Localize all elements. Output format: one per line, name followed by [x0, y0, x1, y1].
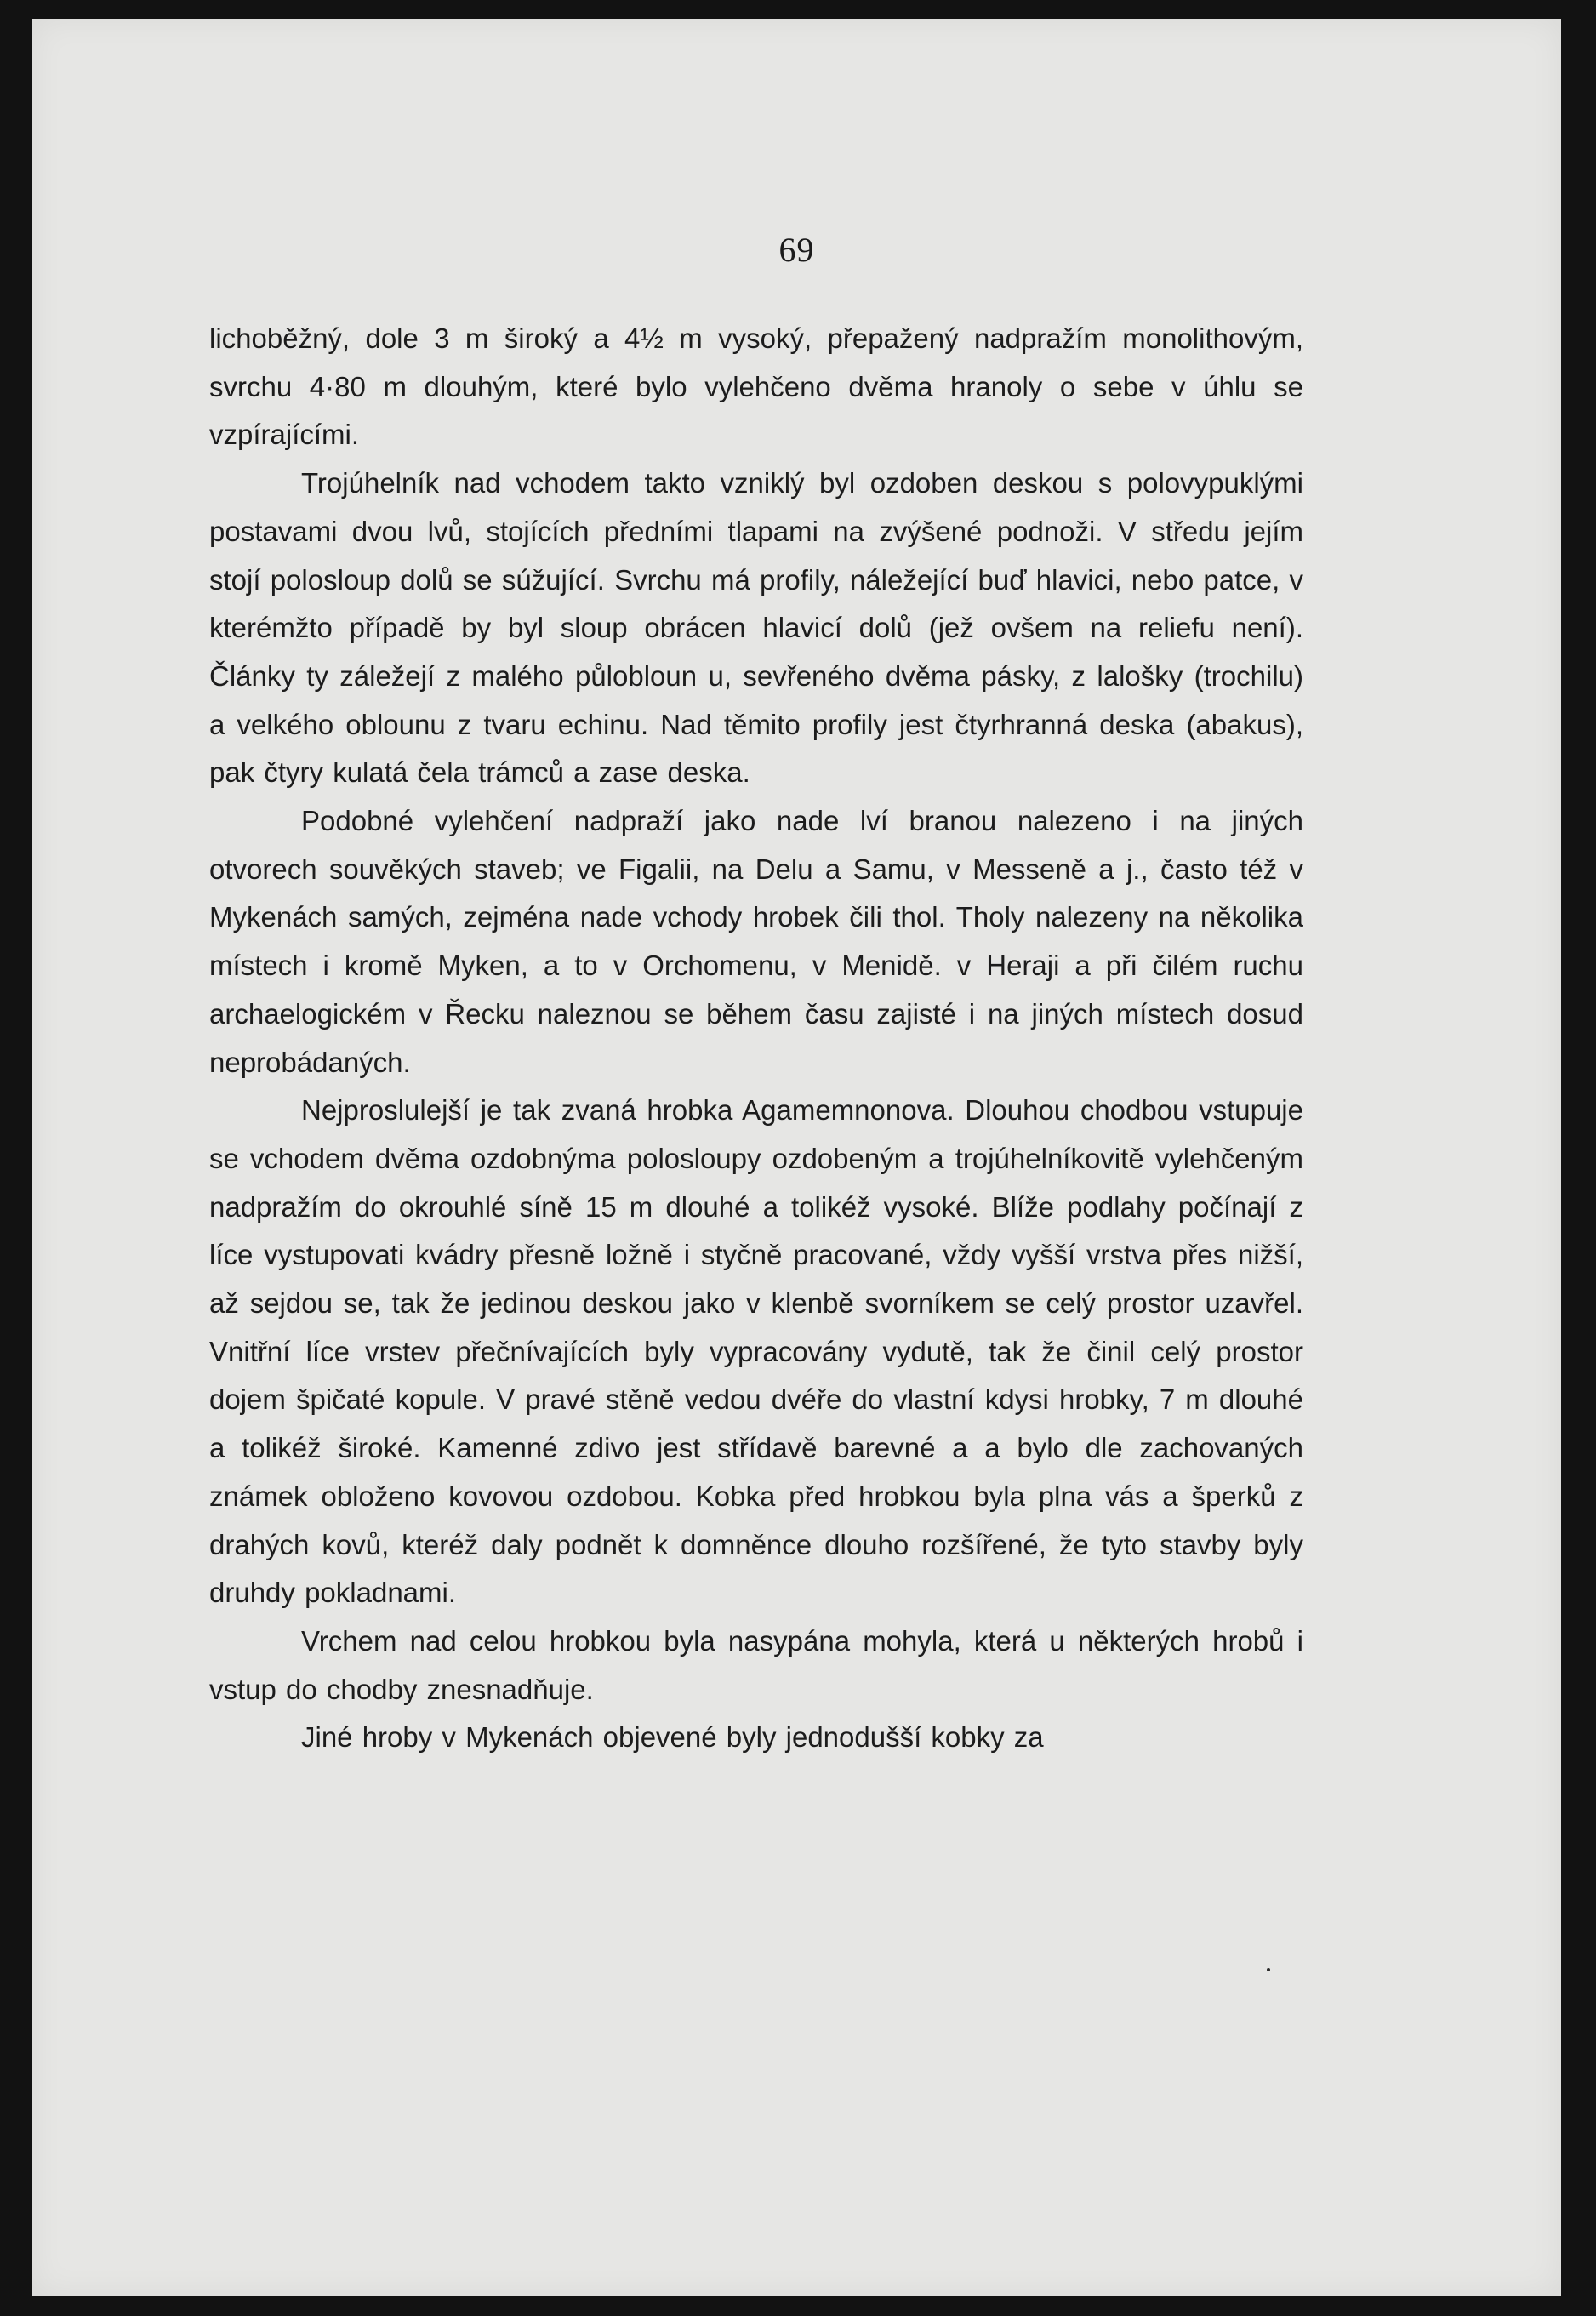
paragraph [209, 1617, 1303, 1714]
paragraph-continuation [209, 315, 1303, 459]
paragraph-text: lichoběžný, dole 3 m široký a 4½ m vysoký, přepažený nadpražím monolithovým, svrchu 4·80 m dlouhým, které bylo vylehčeno dvěma hranoly o sebe v úhlu se vzpírajícími. [209, 322, 1303, 451]
page-number: 69 [778, 231, 815, 269]
paragraph [209, 459, 1303, 797]
paragraph-text: Vrchem nad celou hrobkou byla nasypána mohyla, která u některých hrobů i vstup do chodby znesnadňuje. [209, 1624, 1303, 1705]
paragraph [209, 797, 1303, 1087]
book-page [32, 19, 1561, 2296]
paragraph-last [209, 1714, 1303, 1762]
print-speck [1267, 1968, 1270, 1971]
paragraph-text: Nejproslulejší je tak zvaná hrobka Agamemnonova. Dlouhou chodbou vstupuje se vchodem dvěma ozdobnýma polosloupy ozdobeným a trojúhelníkovitě vylehčeným nadpražím do okrouhlé síně 15 m dlouhé a tolikéž vysoké. Blíže podlahy počínají z líce vystupovati kvádry přesně ložně i styčně pracované, vždy vyšší vrstva přes nižší, až sejdou se, tak že jedinou deskou jako v klenbě svorníkem se celý prostor uzavřel. Vnitřní líce vrstev přečnívajících byly vypracovány vydutě, tak že činil celý prostor dojem špičaté kopule. V pravé stěně vedou dvéře do vlastní kdysi hrobky, 7 m dlouhé a tolikéž široké. Kamenné zdivo jest střídavě barevné a a bylo dle zachovaných známek obloženo kovovou ozdobou. Kobka před hrobkou byla plna vás a šperků z drahých kovů, kteréž daly podnět k domněnce dlouho rozšířené, že tyto stavby byly druhdy pokladnami. [209, 1094, 1303, 1609]
paragraph-text: Jiné hroby v Mykenách objevené byly jednodušší kobky za [301, 1721, 1044, 1754]
paragraph [209, 1087, 1303, 1617]
paragraph-text: Podobné vylehčení nadpraží jako nade lví branou nalezeno i na jiných otvorech souvěkých staveb; ve Figalii, na Delu a Samu, v Messeně a j., často též v Mykenách samých, zejména nade vchody hrobek čili thol. Tholy nalezeny na několika místech i kromě Myken, a to v Orchomenu, v Menidě. v Heraji a při čilém ruchu archaelogickém v Řecku naleznou se během času zajisté i na jiných místech dosud neprobádaných. [209, 805, 1303, 1078]
body-text [209, 315, 1303, 1762]
paragraph-text: Trojúhelník nad vchodem takto vzniklý byl ozdoben deskou s polovypuklými postavami dvou lvů, stojících předními tlapami na zvýšené podnoži. V středu jejím stojí polosloup dolů se súžující. Svrchu má profily, náležející buď hlavici, nebo patce, v kterémžto případě by byl sloup obrácen hlavicí dolů (jež ovšem na reliefu není). Články ty záležejí z malého půlobloun u, sevřeného dvěma pásky, z lalošky (trochilu) a velkého oblounu z tvaru echinu. Nad těmito profily jest čtyrhranná deska (abakus), pak čtyry kulatá čela trámců a zase deska. [209, 467, 1303, 789]
